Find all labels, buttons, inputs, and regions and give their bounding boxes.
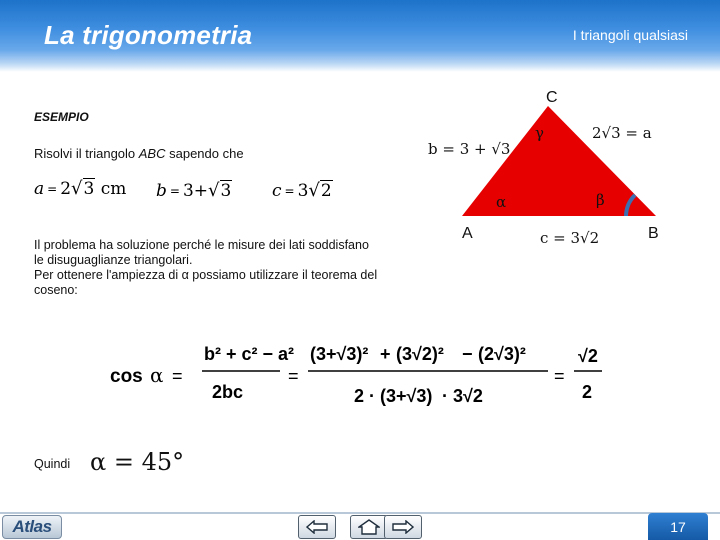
footer-divider [0, 512, 720, 514]
equals-1: = [172, 366, 183, 386]
conclusion-label: Quindi [34, 457, 71, 471]
minus-sign: − [462, 344, 473, 364]
vertex-c-label: C [546, 89, 558, 106]
page-number: 17 [670, 518, 686, 535]
arrow-right-icon [392, 520, 414, 534]
section-subtitle: I triangoli qualsiasi [572, 27, 688, 43]
angle-alpha-label: α [496, 193, 507, 211]
arrow-left-icon [306, 520, 328, 534]
alpha-symbol: α [150, 363, 164, 387]
atlas-logo [2, 515, 62, 539]
denominator-2-b: (3+√3) [380, 386, 433, 406]
example-label: ESEMPIO [34, 110, 89, 124]
problem-text: Risolvi il triangolo [34, 146, 139, 161]
plus-sign: + [380, 344, 391, 364]
formula-numerator-1: b² + c² − a² [204, 344, 295, 364]
cosine-formula [108, 316, 608, 416]
angle-gamma-label: γ [535, 124, 544, 142]
given-c: c = 3√2 [272, 180, 332, 201]
result-denominator: 2 [582, 382, 593, 402]
equals-3: = [554, 366, 565, 386]
page-number-badge [648, 513, 708, 540]
explanation-line: Il problema ha soluzione perché le misure dei lati soddisfano [34, 238, 369, 252]
result-numerator: √2 [578, 346, 598, 366]
explanation-line: le disuguaglianze triangolari. [34, 253, 193, 267]
logo-text: Atlas [12, 517, 52, 536]
side-a-label: 2√3 = a [592, 124, 652, 142]
denominator-2-c: · 3√2 [442, 386, 483, 406]
explanation-line: coseno: [34, 283, 78, 297]
problem-suffix: sapendo che [165, 146, 244, 161]
previous-button[interactable] [298, 515, 336, 539]
triangle-abc [462, 106, 656, 216]
side-c-label: c = 3√2 [540, 229, 600, 247]
angle-beta-label: β [596, 191, 605, 209]
term-3: (2√3)² [478, 344, 526, 364]
vertex-b-label: B [648, 225, 659, 242]
home-icon [358, 519, 380, 535]
equals-2: = [288, 366, 299, 386]
conclusion-result: α = 45° [90, 448, 185, 476]
vertex-a-label: A [462, 225, 473, 242]
explanation-paragraph [34, 238, 424, 298]
term-1: (3+√3)² [310, 344, 369, 364]
page-title: La trigonometria [44, 20, 253, 50]
term-2: (3√2)² [396, 344, 444, 364]
problem-triangle-name: ABC [138, 146, 166, 161]
home-button[interactable] [350, 515, 388, 539]
problem-statement [34, 146, 244, 161]
denominator-2-a: 2 · [354, 386, 376, 406]
given-b: b = 3+√3 [156, 180, 232, 201]
formula-denominator-1: 2bc [212, 382, 244, 402]
side-b-label: b = 3 + √3 [428, 140, 511, 158]
given-a: a = 2√3 cm [34, 178, 127, 199]
cos-label: cos [110, 366, 143, 387]
explanation-line: Per ottenere l'ampiezza di α possiamo utilizzare il teorema del [34, 268, 378, 282]
next-button[interactable] [384, 515, 422, 539]
